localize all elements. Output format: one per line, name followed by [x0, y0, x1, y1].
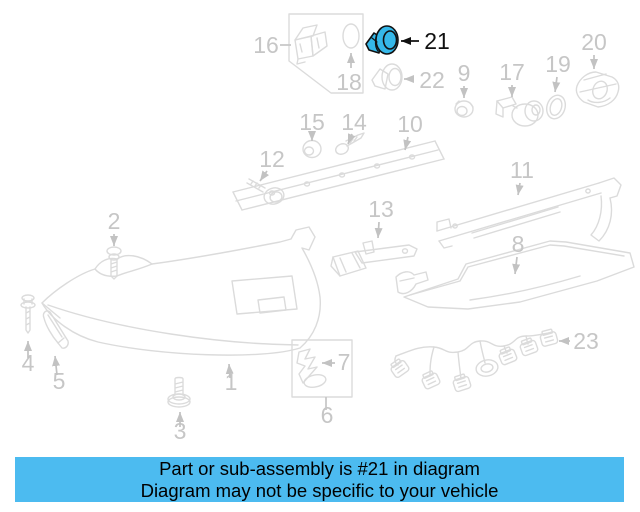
- arrow-to-part-8: [515, 257, 517, 274]
- arrow-to-part-12: [260, 171, 267, 181]
- part-9-nut: [455, 101, 473, 117]
- banner-line-2: Diagram may not be specific to your vehicle: [140, 479, 499, 501]
- part-1-bumper-cover: [42, 227, 320, 355]
- part-21-clip-highlighted: [366, 26, 398, 54]
- part-label-1: 1: [224, 369, 238, 395]
- part-2-screw: [107, 247, 121, 279]
- part-label-23: 23: [573, 328, 599, 354]
- arrow-to-part-1: [229, 364, 230, 378]
- part-label-19: 19: [545, 51, 571, 77]
- part-label-16: 16: [253, 32, 279, 58]
- arrow-to-part-13: [378, 222, 379, 238]
- part-label-22: 22: [419, 67, 445, 93]
- part-label-8: 8: [511, 231, 525, 257]
- part-label-17: 17: [499, 59, 525, 85]
- part-19-seal-ring: [544, 93, 569, 121]
- part-label-9: 9: [457, 60, 471, 86]
- part-14-screw: [334, 133, 364, 156]
- part-label-12: 12: [259, 146, 285, 172]
- highlight-banner: [15, 457, 624, 502]
- part-label-5: 5: [52, 368, 66, 394]
- part-4-push-pin: [21, 295, 35, 333]
- part-11-impact-bar-lower: [437, 178, 621, 248]
- part-23-wire-harness: [388, 328, 558, 392]
- banner-line-1: Part or sub-assembly is #21 in diagram: [159, 458, 480, 479]
- part-label-15: 15: [299, 109, 325, 135]
- part-3-bolt: [168, 378, 190, 408]
- part-label-18: 18: [336, 69, 362, 95]
- part-label-10: 10: [397, 111, 423, 137]
- part-label-2: 2: [107, 208, 121, 234]
- part-label-7: 7: [337, 349, 351, 375]
- part-label-21-highlighted: 21: [424, 28, 450, 54]
- part-22-clip: [372, 64, 402, 90]
- part-label-3: 3: [173, 418, 187, 444]
- part-label-4: 4: [21, 350, 35, 376]
- part-label-6: 6: [320, 402, 334, 428]
- arrow-to-part-19: [555, 77, 557, 92]
- part-18-grommet-oval: [343, 24, 359, 48]
- arrow-to-part-11: [518, 183, 520, 195]
- part-5-trim-piece: [43, 311, 68, 348]
- part-17-park-sensor: [496, 97, 543, 126]
- part-label-20: 20: [581, 29, 607, 55]
- part-label-13: 13: [368, 196, 394, 222]
- part-20-retainer: [576, 72, 618, 107]
- part-label-14: 14: [341, 109, 367, 135]
- part-label-11: 11: [510, 157, 534, 183]
- part-15-nut: [303, 141, 321, 158]
- part-13-side-bracket: [331, 241, 417, 276]
